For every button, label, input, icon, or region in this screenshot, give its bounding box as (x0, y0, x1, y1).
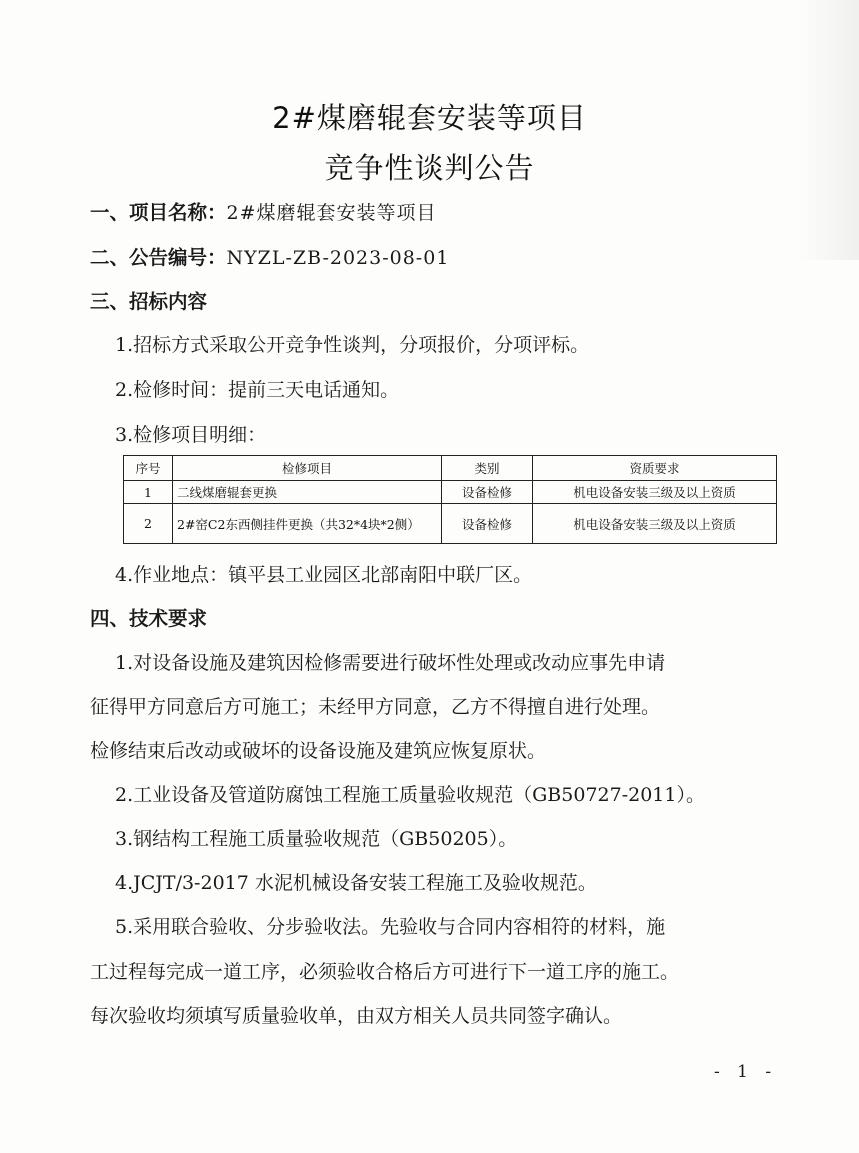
table-header-cell: 类别 (442, 456, 533, 481)
section-project-name-heading: 一、项目名称： (90, 201, 227, 224)
title-line-2: 竞争性谈判公告 (324, 151, 535, 185)
table-header-row (124, 456, 777, 481)
technical-line: 2.工业设备及管道防腐蚀工程施工质量验收规范（GB50727-2011）。 (115, 784, 705, 806)
table-header-cell: 序号 (124, 456, 173, 481)
technical-line: 1.对设备设施及建筑因检修需要进行破坏性处理或改动应事先申请 (115, 652, 666, 674)
maintenance-items-table (123, 455, 777, 544)
section-bid-content-heading-text: 三、招标内容 (90, 290, 208, 313)
table-cell: 机电设备安装三级及以上资质 (533, 481, 777, 504)
table-cell: 设备检修 (442, 481, 533, 504)
technical-line: 每次验收均须填写质量验收单，由双方相关人员共同签字确认。 (90, 1005, 623, 1027)
bid-content-item-3: 3.检修项目明细： (115, 424, 267, 446)
table-cell: 二线煤磨辊套更换 (173, 481, 442, 504)
section-bid-content-heading (90, 286, 207, 314)
page-number: - 1 - (714, 1062, 778, 1082)
bid-content-item-1: 1.招标方式采取公开竞争性谈判，分项报价，分项评标。 (115, 334, 590, 356)
section-project-name-value: 2#煤磨辊套安装等项目 (226, 202, 437, 224)
section-notice-number (90, 242, 449, 270)
table-cell: 2#窑C2东西侧挂件更换（共32*4块*2侧） (173, 504, 442, 544)
table-header-cell: 检修项目 (173, 456, 442, 481)
section-project-name (90, 197, 437, 225)
technical-line: 3.钢结构工程施工质量验收规范（GB50205）。 (115, 828, 518, 850)
table-header-cell: 资质要求 (533, 456, 777, 481)
section-notice-number-value: NYZL-ZB-2023-08-01 (226, 247, 450, 269)
title-line-1: 2#煤磨辊套安装等项目 (272, 101, 587, 135)
bid-content-item-2: 2.检修时间：提前三天电话通知。 (115, 379, 400, 401)
technical-line: 工过程每完成一道工序，必须验收合格后方可进行下一道工序的施工。 (90, 961, 680, 983)
table-cell: 2 (124, 504, 173, 544)
section-technical-heading (90, 603, 207, 631)
section-notice-number-heading: 二、公告编号： (90, 246, 227, 269)
technical-line: 4.JCJT/3-2017 水泥机械设备安装工程施工及验收规范。 (115, 872, 597, 894)
technical-line: 征得甲方同意后方可施工；未经甲方同意，乙方不得擅自进行处理。 (90, 696, 661, 718)
section-technical-heading-text: 四、技术要求 (90, 607, 208, 630)
table-row (124, 504, 777, 544)
technical-line: 5.采用联合验收、分步验收法。先验收与合同内容相符的材料，施 (115, 916, 666, 938)
table-cell: 1 (124, 481, 173, 504)
technical-line: 检修结束后改动或破坏的设备设施及建筑应恢复原状。 (90, 740, 547, 762)
bid-content-item-4: 4.作业地点：镇平县工业园区北部南阳中联厂区。 (115, 564, 533, 586)
table-row (124, 481, 777, 504)
table-cell: 机电设备安装三级及以上资质 (533, 504, 777, 544)
table-cell: 设备检修 (442, 504, 533, 544)
